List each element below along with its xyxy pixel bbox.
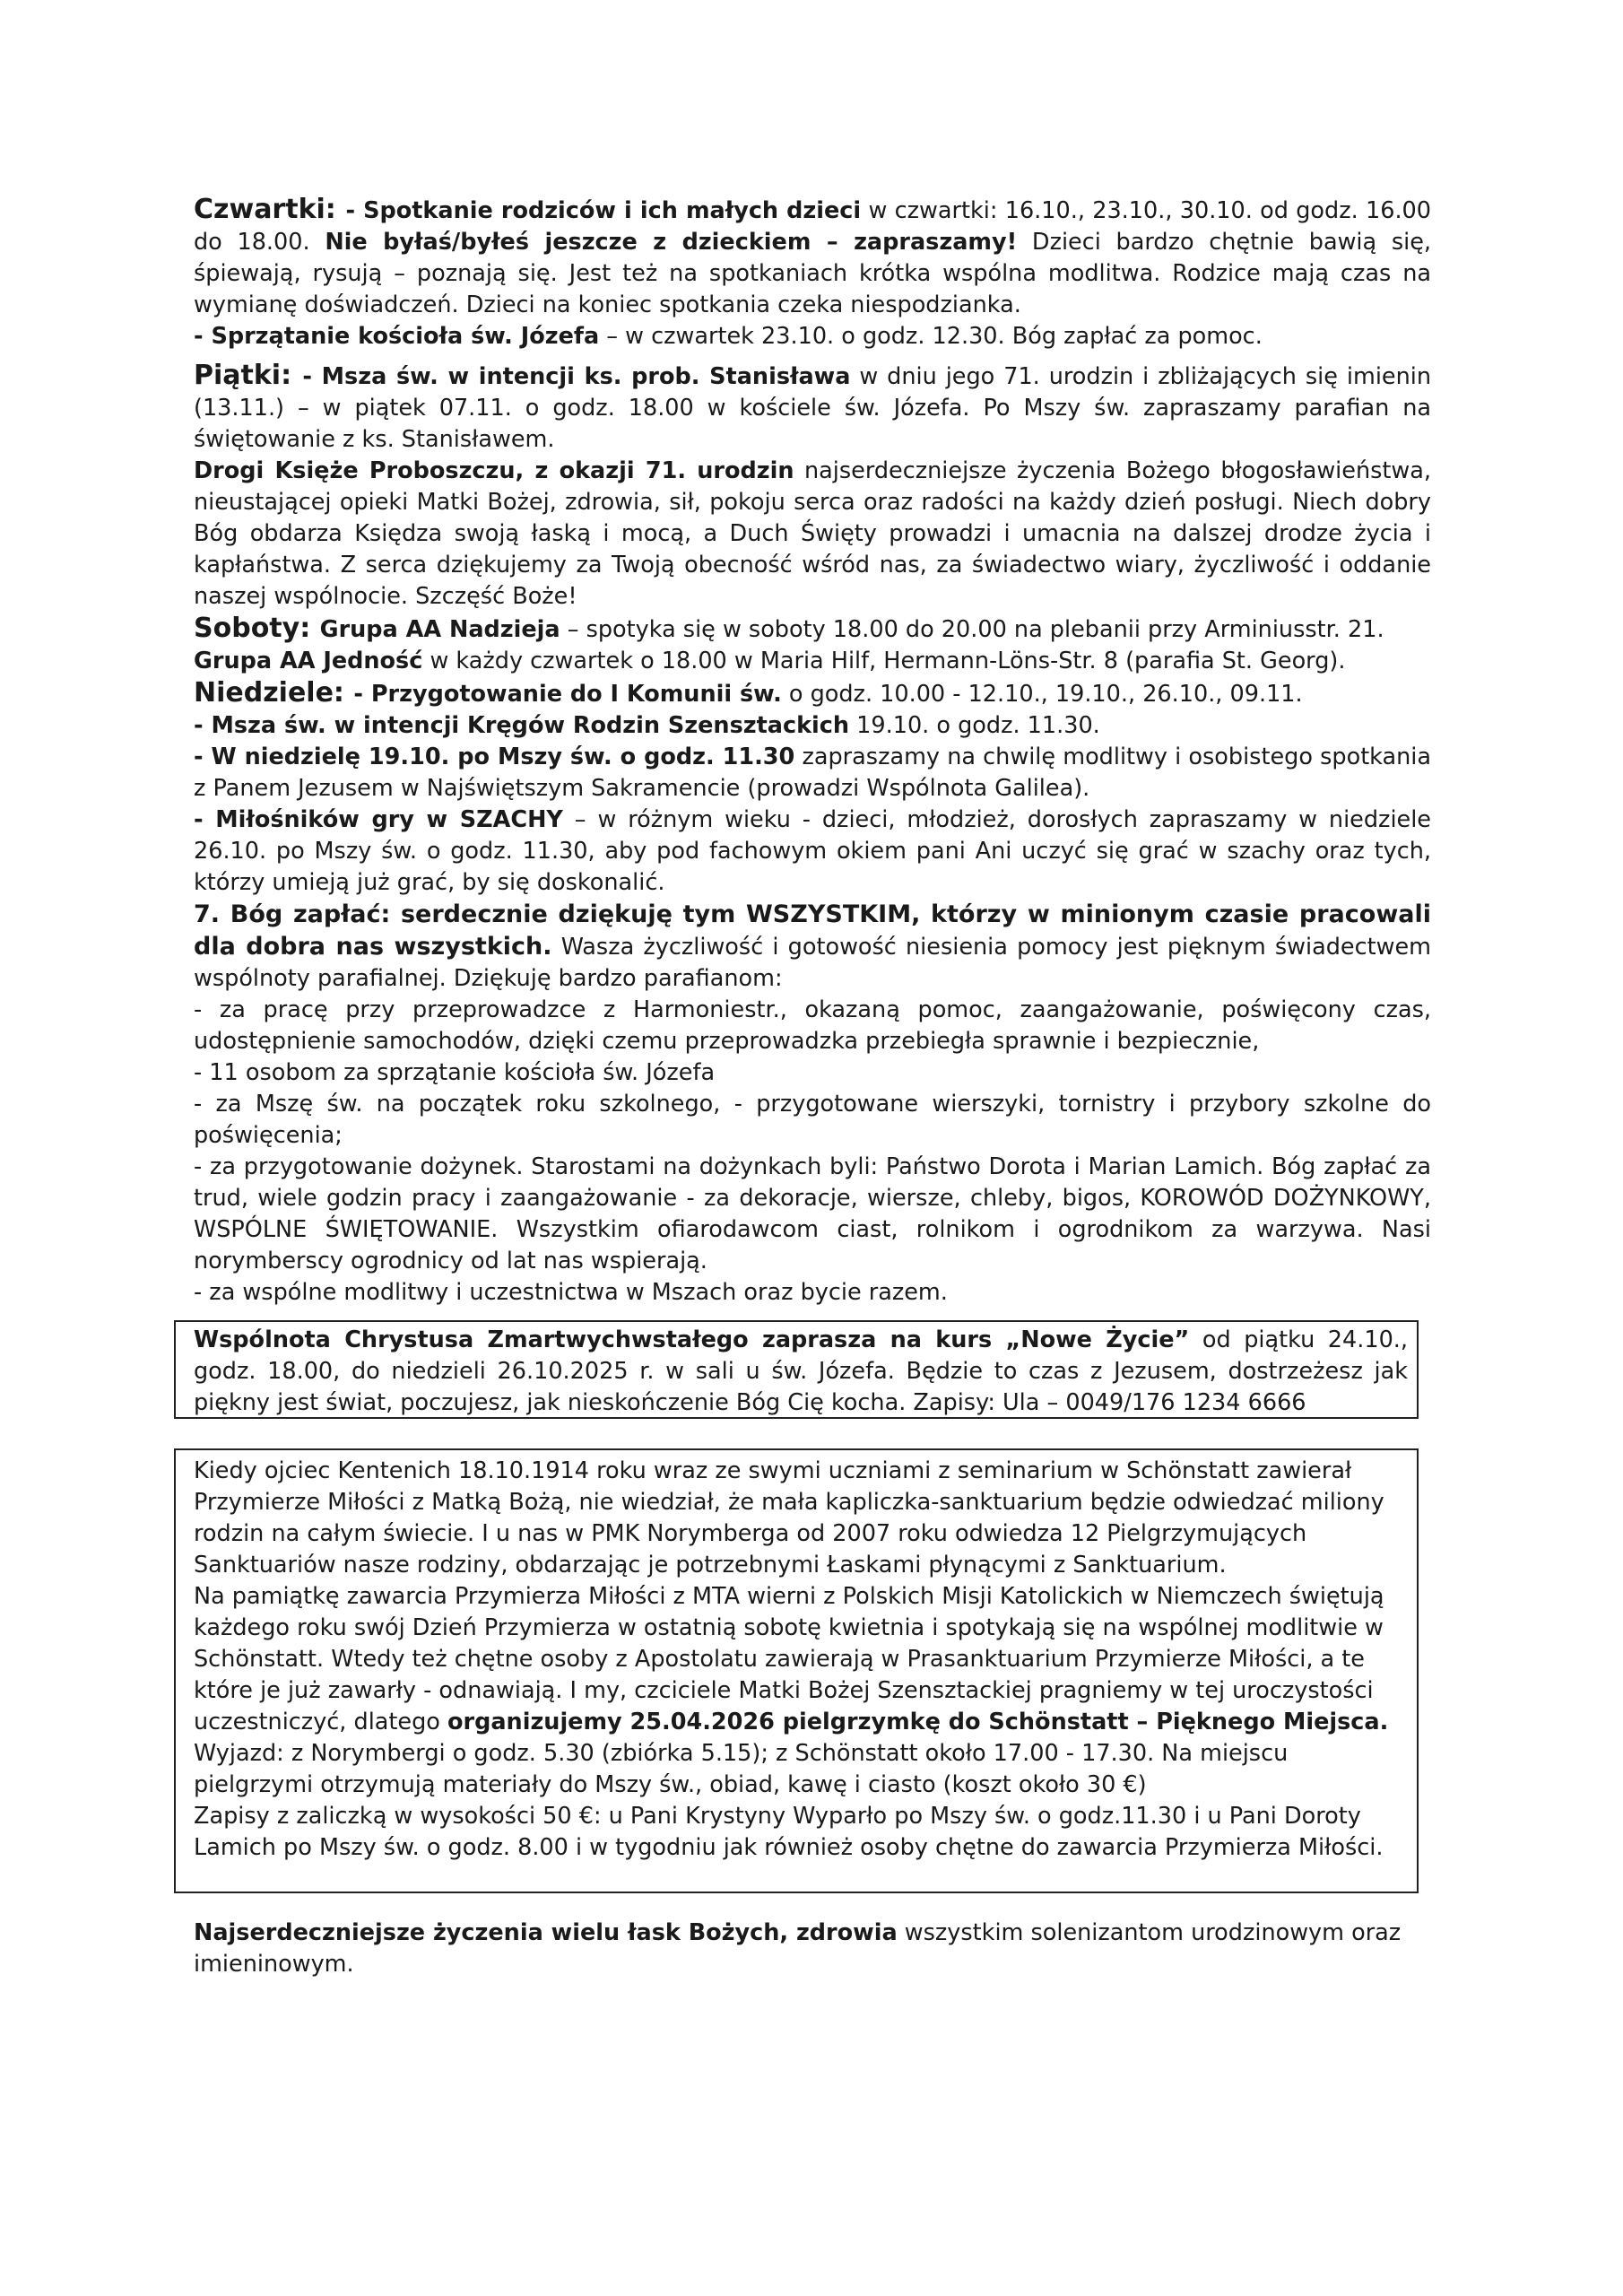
closing-wishes-title: Najserdeczniejsze życzenia wielu łask Bożych, zdrowia (194, 1919, 898, 1946)
course-text (194, 1325, 1408, 1419)
chess-title: - Miłośników gry w SZACHY (194, 806, 563, 833)
thanks-item: - za Mszę św. na początek roku szkolnego, - przygotowane wierszyki, tornistry i przybory szkolne do poświęcenia; (194, 1091, 1431, 1149)
closing-wishes (194, 1918, 1431, 1980)
aa-jednosc: Grupa AA Jedność (194, 648, 423, 674)
schoenstatt-mass (194, 710, 1431, 742)
first-communion-dates: o godz. 10.00 - 12.10., 19.10., 26.10., 09.11. (781, 681, 1303, 708)
registration-paragraph: Zapisy z zaliczką w wysokości 50 €: u Pani Krystyny Wyparło po Mszy św. o godz.11.30 i u Pani Doroty Lamich po Mszy św. o godz. 8.00 i w tygodniu jak również osoby chętne do zawarcia Przymierza Miłości. (194, 1803, 1384, 1861)
chess (194, 804, 1431, 899)
aa-jednosc-paragraph (194, 646, 1431, 677)
pilgrimage-title: organizujemy 25.04.2026 pielgrzymkę do Schönstatt – Pięknego Miejsca. (447, 1709, 1389, 1735)
course-details: od piątku 24.10., godz. 18.00, do niedzieli 26.10.2025 r. w sali u św. Józefa. Będzie to czas z Jezusem, dostrzeżesz jak piękny jest świat, poczujesz, jak nieskończenie Bóg Cię kocha. Zapisy: Ula – 0049/176 1234 6666 (194, 1326, 1409, 1416)
schoenstatt-mass-text: 19.10. o godz. 11.30. (849, 712, 1100, 739)
aa-nadzieja-text: – spotyka się w soboty 18.00 do 20.00 na plebanii przy Arminiusstr. 21. (560, 616, 1384, 643)
pilgrimage-box (174, 1448, 1419, 1893)
birthday-wishes-text: najserdeczniejsze życzenia Bożego błogosławieństwa, nieustającej opieki Matki Bożej, zdrowia, sił, pokoju serca oraz radości na każdy dzień posługi. Niech dobry Bóg obdarza Księdza swoją łaską i mocą, a Duch Święty prowadzi i umacnia na dalszej drodze życia i kapłaństwa. Z serca dziękujemy za Twoją obecność wśród nas, za świadectwo wiary, życzliwość i oddanie naszej wspólnocie. Szczęść Boże! (194, 457, 1431, 610)
pilgrimage-details: Wyjazd: z Norymbergi o godz. 5.30 (zbiórka 5.15); z Schönstatt około 17.00 - 17.30. Na miejscu pielgrzymi otrzymują materiały do Mszy św., obiad, kawę i ciasto (koszt około 30 €) (194, 1740, 1289, 1798)
announcements-main (194, 194, 1431, 1309)
aa-nadzieja: Grupa AA Nadzieja (319, 616, 560, 643)
birthday-wishes-title: Drogi Księże Proboszczu, z okazji 71. urodzin (194, 457, 794, 484)
adoration-title: - W niedzielę 19.10. po Mszy św. o godz. 11.30 (194, 744, 795, 770)
saturdays-paragraph (194, 613, 1431, 646)
closing-wishes-rest: wszystkim solenizantom urodzinowym oraz imieninowym. (194, 1919, 1402, 1978)
parents-meeting-desc: Dzieci bardzo chętnie bawią się, śpiewają, rysują – poznają się. Jest też na spotkaniach krótka wspólna modlitwa. Rodzice mają czas na wymianę doświadczeń. Dzieci na koniec spotkania czeka niespodzianka. (194, 229, 1432, 318)
thanks-item: - za pracę przy przeprowadzce z Harmoniestr., okazaną pomoc, zaangażowanie, poświęcony czas, udostępnienie samochodów, dzięki czemu przeprowadzka przebiegła sprawnie i bezpiecznie, (194, 996, 1431, 1055)
parents-meeting-dates: w czwartki: 16.10., 23.10., 30.10. od godz. 16.00 do 18.00. (194, 197, 1432, 256)
chess-text: – w różnym wieku - dzieci, młodzież, dorosłych zapraszamy w niedziele 26.10. po Mszy św. o godz. 11.30, aby pod fachowym okiem pani Ani uczyć się grać w szachy oraz tych, którzy umieją już grać, by się doskonalić. (194, 806, 1431, 896)
invite-text: Nie byłaś/byłeś jeszcze z dzieckiem – zapraszamy! (325, 229, 1018, 256)
sundays-heading: Niedziele: (194, 677, 354, 709)
thanks-item: - 11 osobom za sprzątanie kościoła św. Józefa (194, 1059, 716, 1086)
parents-meeting-title: - Spotkanie rodziców i ich małych dzieci (345, 197, 862, 224)
fridays-heading: Piątki: (194, 360, 303, 391)
schoenstatt-mass-title: - Msza św. w intencji Kręgów Rodzin Szensztackich (194, 712, 850, 739)
church-cleaning-title: - Sprzątanie kościoła św. Józefa (194, 323, 600, 350)
thanks-title: 7. Bóg zapłać: serdecznie dziękuję tym WSZYSTKIM, którzy w minionym czasie pracowali dla dobra nas wszystkich. (194, 900, 1431, 961)
fridays-paragraph (194, 360, 1431, 456)
thanks-paragraph (194, 899, 1431, 995)
mass-intention-title: - Msza św. w intencji ks. prob. Stanisława (302, 363, 851, 390)
kentenich-paragraph: Kiedy ojciec Kentenich 18.10.1914 roku wraz ze swymi uczniami z seminarium w Schönstatt zawierał Przymierze Miłości z Matką Bożą, nie wiedział, że mała kapliczka-sanktuarium będzie odwiedzać miliony rodzin na całym świecie. I u nas w PMK Norymberga od 2007 roku odwiedza 12 Pielgrzymujących Sanktuariów nasze rodziny, obdarzając je potrzebnymi Łaskami płynącymi z Sanktuarium. (194, 1457, 1384, 1578)
first-communion-title: - Przygotowanie do I Komunii św. (353, 681, 782, 708)
adoration-text: zapraszamy na chwilę modlitwy i osobistego spotkania z Panem Jezusem w Najświętszym Sakramencie (prowadzi Wspólnota Galilea). (194, 744, 1432, 802)
birthday-wishes (194, 456, 1431, 613)
mass-intention-text: w dniu jego 71. urodzin i zbliżających się imienin (13.11.) – w piątek 07.11. o godz. 18.00 w kościele św. Józefa. Po Mszy św. zapraszamy parafian na świętowanie z ks. Stanisławem. (194, 363, 1431, 453)
course-box (174, 1320, 1419, 1419)
adoration (194, 742, 1431, 804)
closing-wishes-text (194, 1918, 1431, 1980)
sundays-paragraph (194, 677, 1431, 710)
pilgrimage-paragraph (194, 1581, 1408, 1801)
thanks-text: Wasza życzliwość i gotowość niesienia pomocy jest pięknym świadectwem wspólnoty parafialnej. Dziękuję bardzo parafianom: (194, 934, 1431, 992)
course-title: Wspólnota Chrystusa Zmartwychwstałego zaprasza na kurs „Nowe Życie” (194, 1326, 1190, 1353)
thanks-item: - za przygotowanie dożynek. Starostami na dożynkach byli: Państwo Dorota i Marian Lamich. Bóg zapłać za trud, wiele godzin pracy i zaangażowanie - za dekoracje, wiersze, chleby, bigos, KOROWÓD DOŻYNKOWY, WSPÓLNE ŚWIĘTOWANIE. Wszystkim ofiarodawcom ciast, rolnikom i ogrodnikom za warzywa. Nasi norymberscy ogrodnicy od lat nas wspierają. (194, 1153, 1431, 1274)
thursdays-heading: Czwartki: (194, 194, 346, 225)
church-cleaning-text: – w czwartek 23.10. o godz. 12.30. Bóg zapłać za pomoc. (599, 323, 1263, 350)
aa-jednosc-text: w każdy czwartek o 18.00 w Maria Hilf, Hermann-Löns-Str. 8 (parafia St. Georg). (422, 648, 1346, 674)
thanks-item: - za wspólne modlitwy i uczestnictwa w Mszach oraz bycie razem. (194, 1279, 948, 1306)
thursdays-paragraph (194, 194, 1431, 321)
saturdays-heading: Soboty: (194, 613, 320, 644)
church-cleaning (194, 321, 1431, 352)
covenant-text: Na pamiątkę zawarcia Przymierza Miłości z MTA wierni z Polskich Misji Katolickich w Niemczech świętują każdego roku swój Dzień Przymierza w ostatnią sobotę kwietnia i spotykają się na wspólnej modlitwie w Schönstatt. Wtedy też chętne osoby z Apostolatu zawierają w Prasanktuarium Przymierze Miłości, a te które je już zawarły - odnawiają. I my, czciciele Matki Bożej Szensztackiej pragniemy w tej uroczystości uczestniczyć, dlatego (194, 1583, 1384, 1735)
